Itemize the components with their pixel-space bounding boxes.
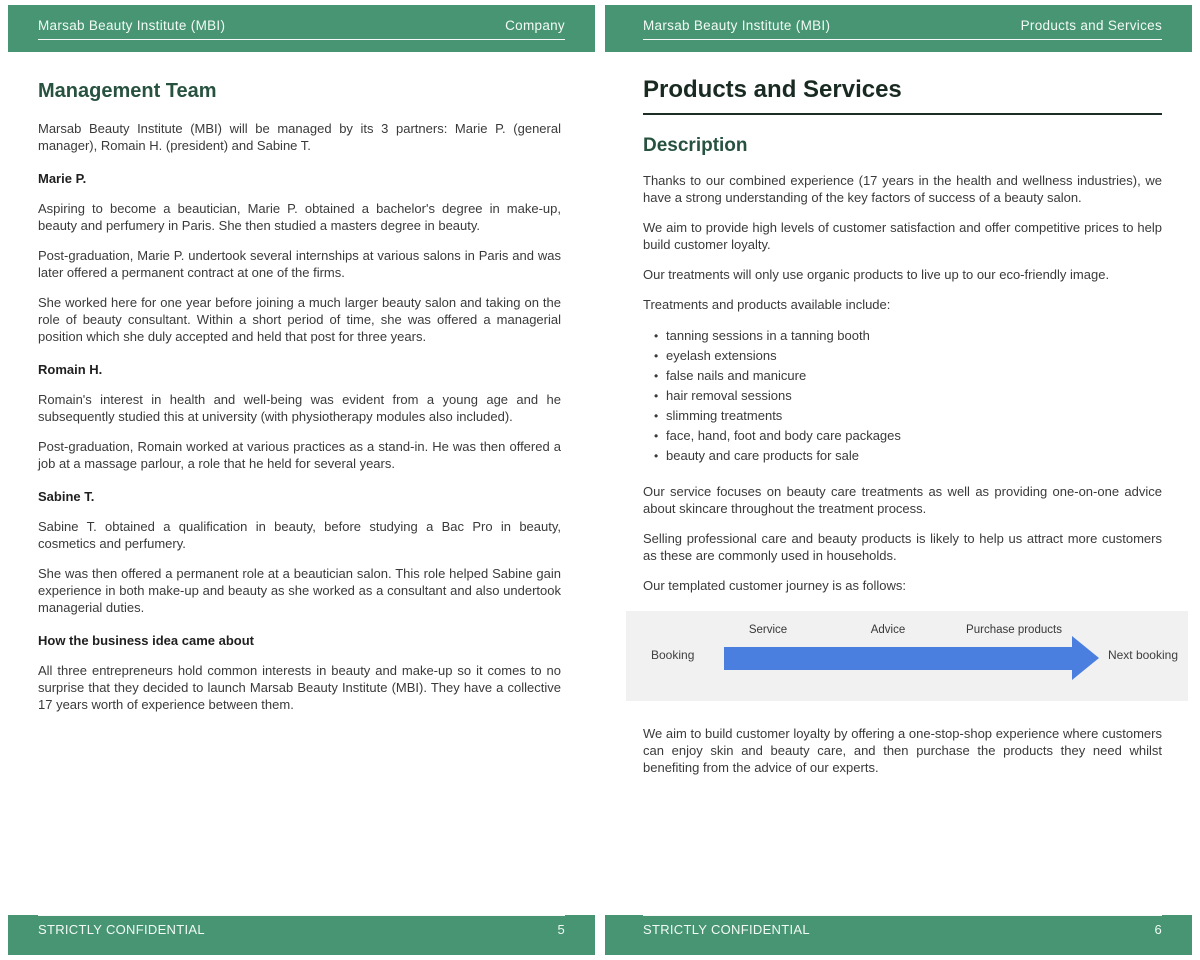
- subsection-1-paragraph-1: Post-graduation, Romain worked at various practices as a stand-in. He was then offered a job at a massage parlour, a role that he held for several years.: [38, 439, 561, 471]
- right-page-number: 6: [1154, 922, 1162, 937]
- left-page-header: [8, 5, 595, 52]
- description-paragraph-1: We aim to provide high levels of customer satisfaction and offer competitive prices to help build customer loyalty.: [643, 220, 1162, 252]
- subsection-heading-1: Romain H.: [38, 362, 103, 377]
- right-header-rule: [643, 5, 1162, 40]
- right-confidential-label: STRICTLY CONFIDENTIAL: [643, 922, 810, 937]
- treatments-list: [643, 326, 1162, 466]
- left-page-title: Management Team: [38, 80, 217, 102]
- description-paragraph-0: Thanks to our combined experience (17 years in the health and wellness industries), we have a strong understanding of the key factors of success of a beauty salon.: [643, 173, 1162, 205]
- description-heading: Description: [643, 135, 748, 156]
- left-header-section: Company: [505, 18, 565, 33]
- journey-step-label-2: Purchase products: [966, 624, 1062, 636]
- right-page-title: Products and Services: [643, 76, 1162, 115]
- subsection-2-paragraph-1: She was then offered a permanent role at a beautician salon. This role helped Sabine gain experience in both make-up and beauty as she worked as a consultant and also undertook managerial duties.: [38, 566, 561, 615]
- after-list-paragraph-0: Our service focuses on beauty care treatments as well as providing one-on-one advice about skincare throughout the treatment process.: [643, 484, 1162, 516]
- page-left: [8, 5, 595, 955]
- subsection-heading-0: Marie P.: [38, 171, 87, 186]
- treatment-item-6: • beauty and care products for sale: [666, 446, 1162, 466]
- journey-arrow-head-icon: [1072, 636, 1099, 680]
- left-header-rule: [38, 5, 565, 40]
- treatment-item-1: • eyelash extensions: [666, 346, 1162, 366]
- right-page-footer: [605, 915, 1192, 955]
- right-page-header: [605, 5, 1192, 52]
- treatment-item-3: • hair removal sessions: [666, 386, 1162, 406]
- treatment-item-2: • false nails and manicure: [666, 366, 1162, 386]
- subsection-0-paragraph-2: She worked here for one year before joining a much larger beauty salon and taking on the role of beauty consultant. Within a short period of time, she was offered a managerial position which she duly accepted and held that post for three years.: [38, 295, 561, 344]
- subsection-0-paragraph-0: Aspiring to become a beautician, Marie P. obtained a bachelor's degree in make-up, beauty and perfumery in Paris. She then studied a masters degree in beauty.: [38, 201, 561, 233]
- journey-arrow: [724, 647, 1072, 670]
- closing-paragraph: We aim to build customer loyalty by offering a one-stop-shop experience where customers can enjoy skin and beauty care, and then purchase the products they need whilst benefiting from the advice of our experts.: [643, 726, 1162, 775]
- description-paragraph-2: Our treatments will only use organic products to live up to our eco-friendly image.: [643, 267, 1110, 282]
- left-page-footer: [8, 915, 595, 955]
- after-list-paragraphs: [643, 483, 1162, 564]
- description-paragraphs: [643, 172, 1162, 283]
- left-confidential-label: STRICTLY CONFIDENTIAL: [38, 922, 205, 937]
- right-header-brand: Marsab Beauty Institute (MBI): [643, 18, 831, 33]
- page-right: [605, 5, 1192, 955]
- subsection-2-paragraph-0: Sabine T. obtained a qualification in beauty, before studying a Bac Pro in beauty, cosmetics and perfumery.: [38, 519, 561, 551]
- journey-step-label-1: Advice: [870, 624, 906, 636]
- right-page-content: [605, 52, 1192, 915]
- subsection-3-paragraph-0: All three entrepreneurs hold common interests in beauty and make-up so it comes to no surprise that they decided to launch Marsab Beauty Institute (MBI). They have a collective 17 years worth of experience between them.: [38, 663, 561, 712]
- subsection-heading-3: How the business idea came about: [38, 633, 254, 648]
- journey-end-label: Next booking: [1107, 648, 1178, 662]
- journey-start-label: Booking: [651, 648, 695, 662]
- subsection-heading-2: Sabine T.: [38, 489, 95, 504]
- subsection-1-paragraph-0: Romain's interest in health and well-being was evident from a young age and he subsequently studied this at university (with physiotherapy modules also included).: [38, 392, 561, 424]
- journey-step-label-0: Service: [748, 624, 788, 636]
- subsection-0-paragraph-1: Post-graduation, Marie P. undertook several internships at various salons in Paris and was later offered a permanent contract at one of the firms.: [38, 248, 561, 280]
- customer-journey-diagram: [626, 611, 1188, 701]
- journey-intro: Our templated customer journey is as follows:: [643, 578, 906, 593]
- right-footer-rule: [643, 915, 1162, 937]
- right-header-section: Products and Services: [1020, 18, 1162, 33]
- left-page-content: [8, 52, 595, 915]
- treatment-item-0: • tanning sessions in a tanning booth: [666, 326, 1162, 346]
- left-footer-rule: [38, 915, 565, 937]
- left-sections: [38, 171, 561, 713]
- treatment-item-4: • slimming treatments: [666, 406, 1162, 426]
- left-header-brand: Marsab Beauty Institute (MBI): [38, 18, 226, 33]
- left-intro-paragraph: Marsab Beauty Institute (MBI) will be managed by its 3 partners: Marie P. (general manager), Romain H. (president) and Sabine T.: [38, 121, 561, 153]
- list-intro: Treatments and products available include:: [643, 297, 891, 312]
- after-list-paragraph-1: Selling professional care and beauty products is likely to help us attract more customers as these are commonly used in households.: [643, 531, 1162, 563]
- left-page-number: 5: [557, 922, 565, 937]
- treatment-item-5: • face, hand, foot and body care packages: [666, 426, 1162, 446]
